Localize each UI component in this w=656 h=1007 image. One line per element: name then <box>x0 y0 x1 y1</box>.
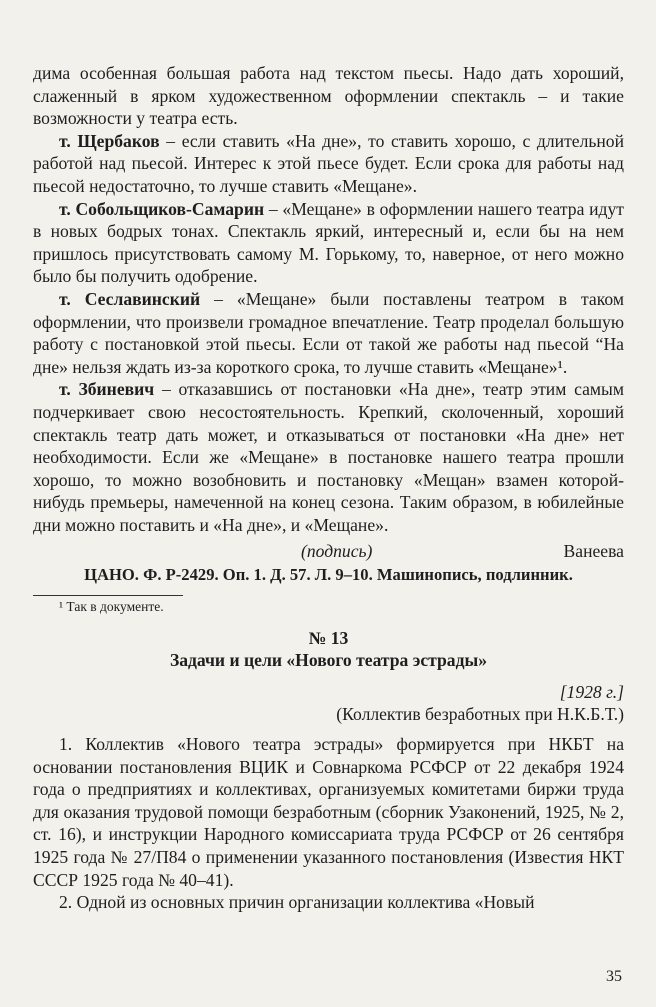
paragraph-text: 1. Коллектив «Нового театра эстрады» формируется при НКБТ на основании постановления ВЦИК и Совнаркома РСФСР от 22 декабря 1924 года о предприятиях и коллективах, организуемых комитетами биржи труда для оказания трудовой помощи безработным (сборник Узаконений, 1925, № 2, ст. 16), и инструкции Народного комиссариата труда РСФСР от 26 сентября 1925 года № 27/П84 о применении указанного постановления (Известия НКТ СССР 1925 года № 40–41). <box>33 734 624 890</box>
text-block <box>33 62 624 914</box>
paragraph-sobolshchikov <box>33 198 624 288</box>
footnote: ¹ Так в документе. <box>59 598 164 614</box>
speaker-name: т. Сеславинский <box>59 288 201 309</box>
signature-line <box>33 540 624 563</box>
signature-name: Ванеева <box>563 541 624 562</box>
archive-reference: ЦАНО. Ф. Р-2429. Оп. 1. Д. 57. Л. 9–10. Машинопись, подлинник. <box>84 565 573 585</box>
paragraph-zbinevich <box>33 378 624 536</box>
paragraph-continuation <box>33 62 624 130</box>
paragraph-text: – «Мещане» в оформлении нашего театра идут в новых бодрых тонах. Спектакль яркий, интересный и, если бы на нем пришлось присутствовать самому М. Горькому, то, наверное, от него можно было бы получить одобрение. <box>33 198 624 287</box>
page-number: 35 <box>606 968 622 985</box>
paragraph-text: – если ставить «На дне», то ставить хорошо, с длительной работой над пьесой. Интерес к этой пьесе будет. Если срока для работы над пьесой недостаточно, то лучше ставить «Мещане». <box>33 130 624 196</box>
paragraph-text: дима особенная большая работа над текстом пьесы. Надо дать хороший, слаженный в ярком художественном оформлении спектакль – и такие возможности у театра есть. <box>33 63 624 129</box>
document-date: [1928 г.] <box>559 681 624 702</box>
speaker-name: т. Собольщиков-Самарин <box>59 198 265 219</box>
speaker-name: т. Збиневич <box>59 379 155 400</box>
signature-label: (подпись) <box>301 541 373 562</box>
paragraph-item-2 <box>33 891 624 914</box>
paragraph-text: – отказавшись от постановки «На дне», театр этим самым подчеркивает свою несостоятельность. Крепкий, сколоченный, хороший спектакль театр дать может, и отказываться от постановки «На дне» нет необходимости. Если же «Мещане» в постановке нашего театра прошли хорошо, то можно возобновить и постановку «Мещан» взамен которой-нибудь премьеры, намеченной на конец сезона. Таким образом, в юбилейные дни можно поставить и «На дне», и «Мещане». <box>33 379 625 535</box>
footnote-divider <box>33 595 183 596</box>
document-number: № 13 <box>308 627 349 648</box>
paragraph-text: – «Мещане» были поставлены театром в таком оформлении, что произвели громадное впечатление. Театр проделал большую работу с постановкой этой пьесы. Если от такой же работы над пьесой “На дне» нельзя ждать из-за короткого срока, то лучше ставить «Мещане»¹. <box>33 288 624 377</box>
paragraph-seslavinsky <box>33 288 624 378</box>
speaker-name: т. Щербаков <box>59 130 160 151</box>
paragraph-item-1 <box>33 733 624 891</box>
document-organization: (Коллектив безработных при Н.К.Б.Т.) <box>336 704 624 725</box>
paragraph-shcherbakov <box>33 130 624 198</box>
document-title: Задачи и цели «Нового театра эстрады» <box>169 650 488 671</box>
paragraph-text: 2. Одной из основных причин организации коллектива «Новый <box>59 892 535 913</box>
